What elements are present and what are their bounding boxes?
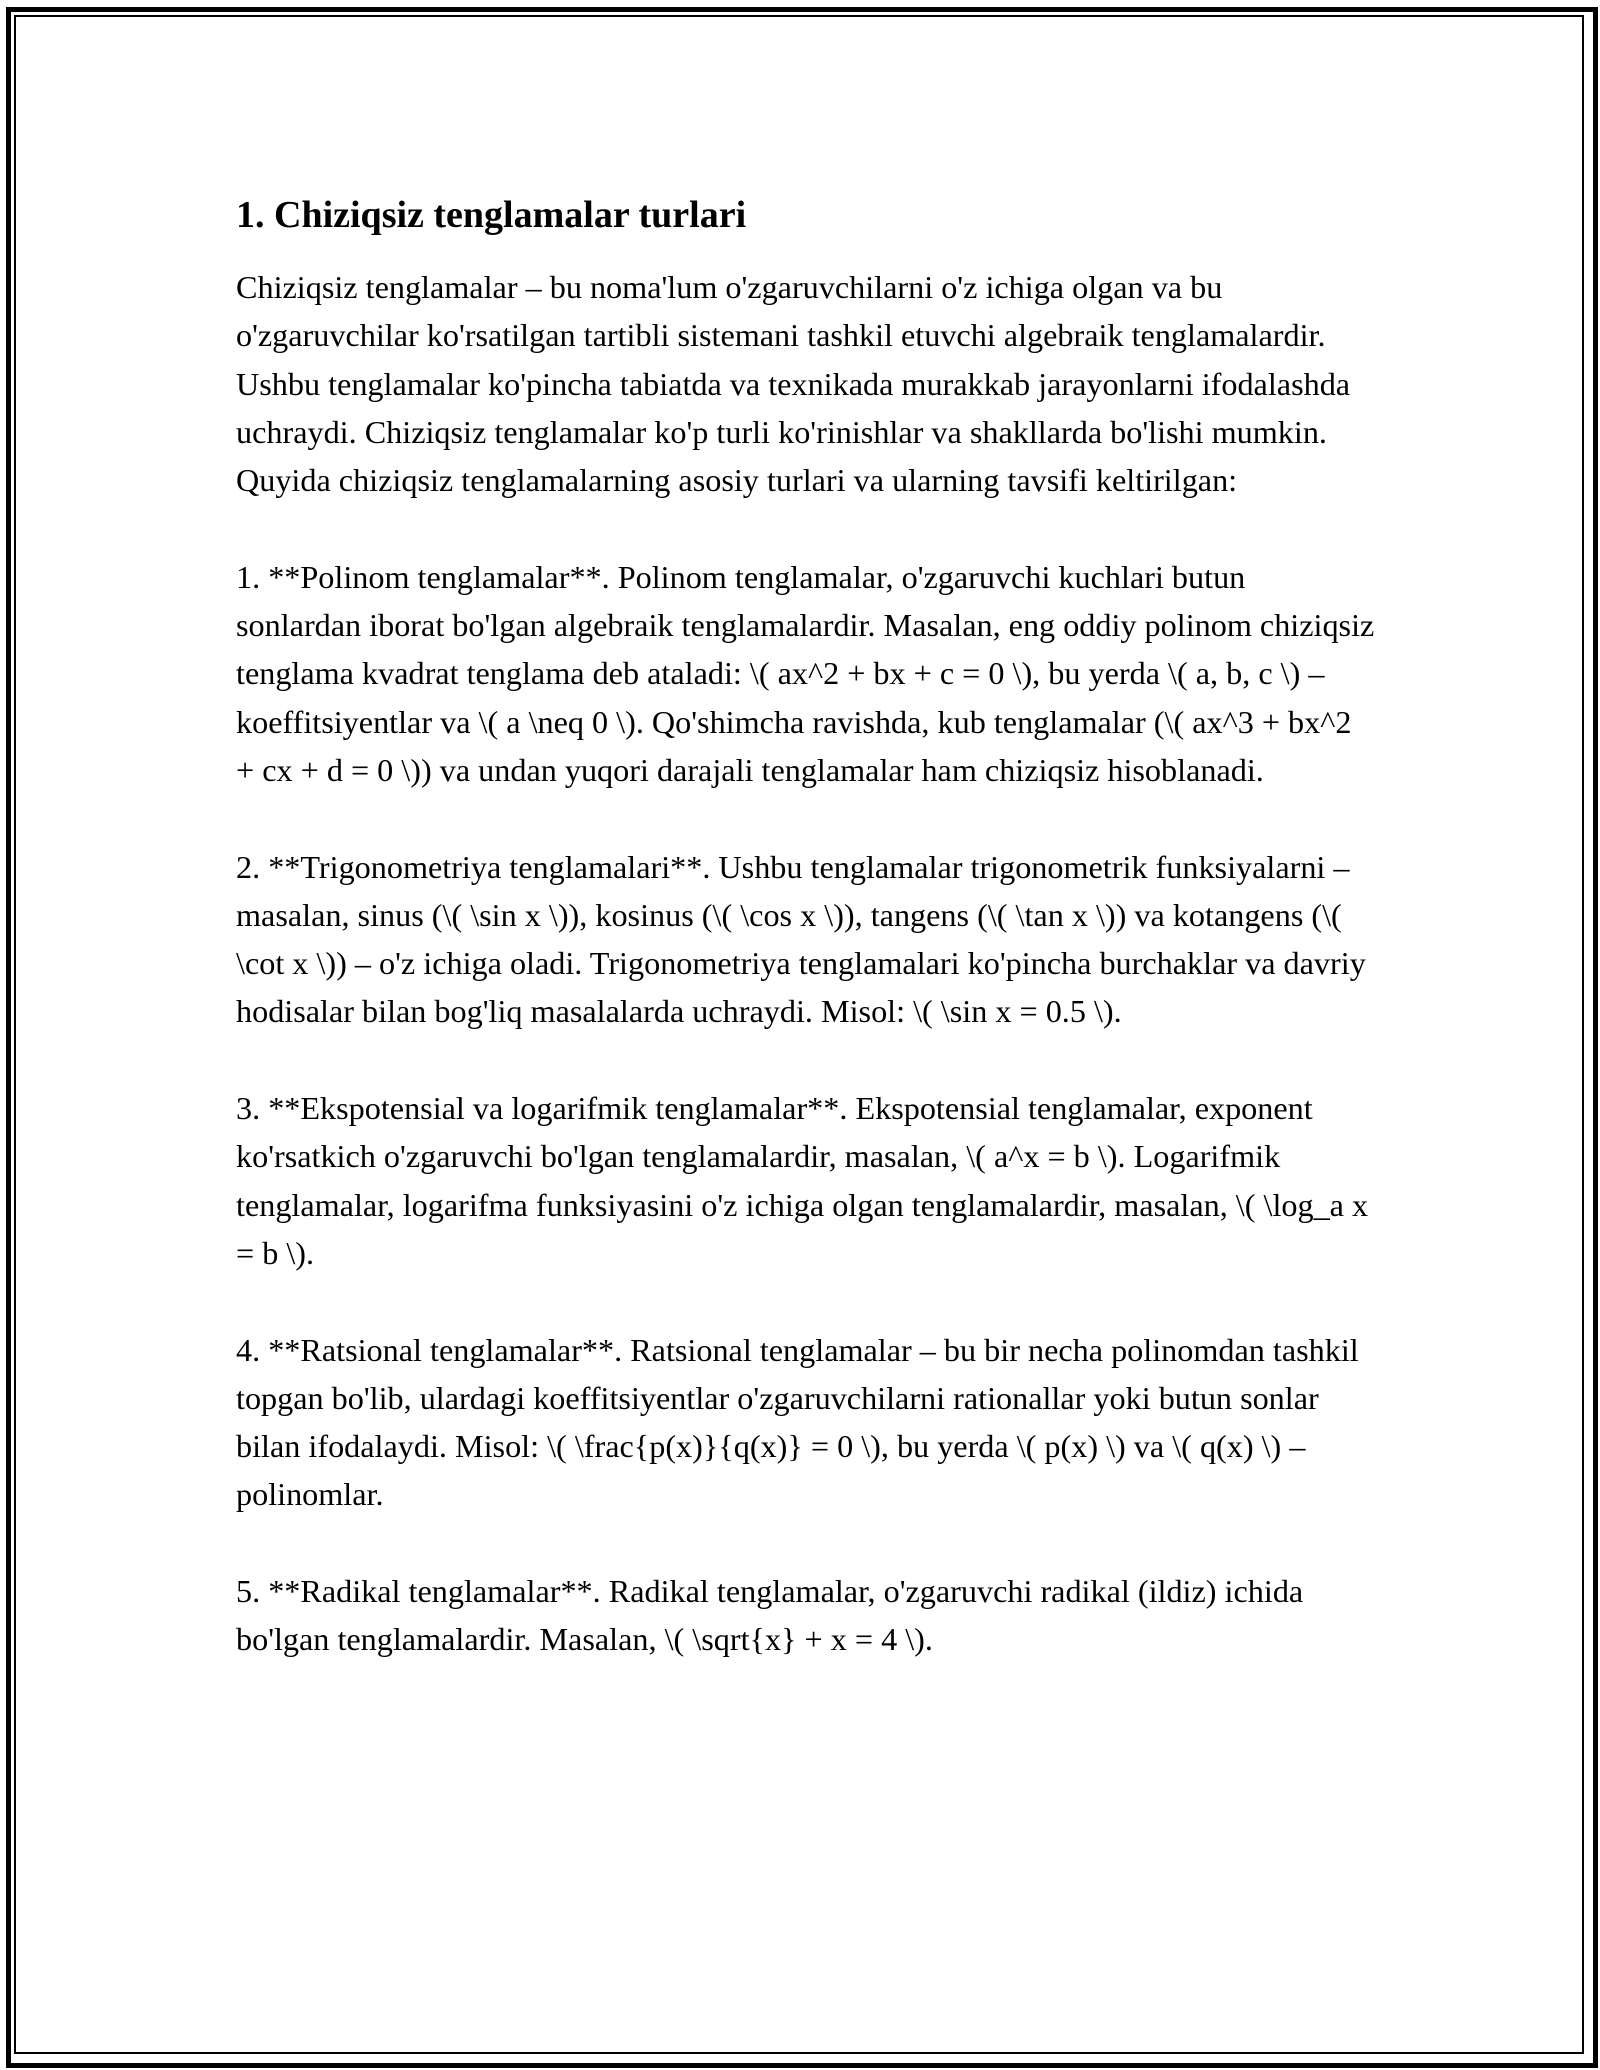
paragraph-polynomial: 1. **Polinom tenglamalar**. Polinom tenglamalar, o'zgaruvchi kuchlari butun sonlardan iborat bo'lgan algebraik tenglamalardir. Masalan, eng oddiy polinom chiziqsiz tenglama kvadrat tenglama deb ataladi: \( ax^2 + bx + c = 0 \), bu yerda \( a, b, c \) – koeffitsiyentlar va \( a \neq 0 \). Qo'shimcha ravishda, kub tenglamalar (\( ax^3 + bx^2 + cx + d = 0 \)) va undan yuqori darajali tenglamalar ham chiziqsiz hisoblanadi. [236,558,1375,788]
section-heading: 1. Chiziqsiz tenglamalar turlari [236,194,747,236]
intro-paragraph: Chiziqsiz tenglamalar – bu noma'lum o'zgaruvchilarni o'z ichiga olgan va bu o'zgaruvchilar ko'rsatilgan tartibli sistemani tashkil etuvchi algebraik tenglamalardir. Ushbu tenglamalar ko'pincha tabiatda va texnikada murakkab jarayonlarni ifodalashda uchraydi. Chiziqsiz tenglamalar ko'p turli ko'rinishlar va shakllarda bo'lishi mumkin. Quyida chiziqsiz tenglamalarning asosiy turlari va ularning tavsifi keltirilgan: [236,269,1351,499]
paragraph-exponential-logarithmic: 3. **Ekspotensial va logarifmik tenglamalar**. Ekspotensial tenglamalar, exponent ko'rsatkich o'zgaruvchi bo'lgan tenglamalardir, masalan, \( a^x = b \). Logarifmik tenglamalar, logarifma funksiyasini o'z ichiga olgan tenglamalardir, masalan, \( \log_a x = b \). [236,1090,1369,1271]
paragraph-rational: 4. **Ratsional tenglamalar**. Ratsional tenglamalar – bu bir necha polinomdan tashkil topgan bo'lib, ulardagi koeffitsiyentlar o'zgaruvchilarni rationallar yoki butun sonlar bilan ifodalaydi. Misol: \( \frac{p(x)}{q(x)} = 0 \), bu yerda \( p(x) \) va \( q(x) \) – polinomlar. [236,1331,1359,1513]
paragraph-trigonometric: 2. **Trigonometriya tenglamalari**. Ushbu tenglamalar trigonometrik funksiyalarni – masalan, sinus (\( \sin x \)), kosinus (\( \cos x \)), tangens (\( \tan x \)) va kotangens (\( \cot x \)) – o'z ichiga oladi. Trigonometriya tenglamalari ko'pincha burchaklar va davriy hodisalar bilan bog'liq masalalarda uchraydi. Misol: \( \sin x = 0.5 \). [236,848,1366,1030]
paragraph-radical: 5. **Radikal tenglamalar**. Radikal tenglamalar, o'zgaruvchi radikal (ildiz) ichida bo'lgan tenglamalardir. Masalan, \( \sqrt{x} + x = 4 \). [236,1573,1304,1658]
document-body [236,185,1376,1664]
